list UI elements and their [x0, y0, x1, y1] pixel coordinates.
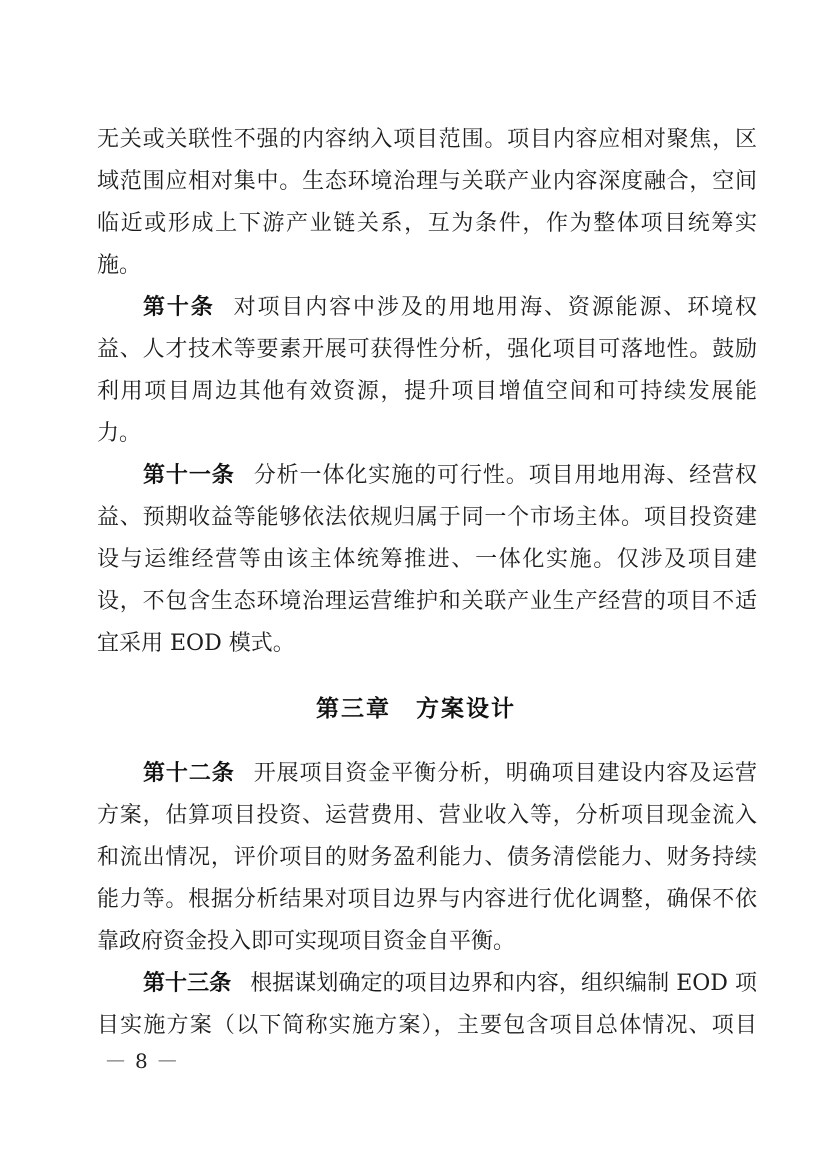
- document-body: [97, 119, 757, 1047]
- text-line: 第十条 对项目内容中涉及的用地用海、资源能源、环境权: [143, 295, 757, 320]
- text-line: 目实施方案（以下简称实施方案），主要包含项目总体情况、项目: [97, 1013, 757, 1038]
- chapter-heading: 第三章 方案设计: [316, 695, 516, 722]
- text-line: 益、预期收益等能够依法依规归属于同一个市场主体。项目投资建: [97, 505, 757, 530]
- text-line: 施。: [97, 253, 142, 278]
- text-line: 第十一条 分析一体化实施的可行性。项目用地用海、经营权: [143, 463, 757, 488]
- text-line: 无关或关联性不强的内容纳入项目范围。项目内容应相对聚焦，区: [97, 127, 757, 152]
- footer-dash-left: —: [106, 1049, 125, 1071]
- text-line: 力。: [97, 421, 142, 446]
- page-footer: [106, 1049, 177, 1073]
- page-number: 8: [135, 1049, 148, 1073]
- article-number-label: 第十三条: [143, 971, 232, 996]
- article-number-label: 第十一条: [143, 463, 235, 488]
- text-line: 第十三条 根据谋划确定的项目边界和内容，组织编制 EOD 项: [143, 971, 757, 996]
- text-line: 设与运维经营等由该主体统筹推进、一体化实施。仅涉及项目建: [97, 547, 757, 572]
- text-line: 方案，估算项目投资、运营费用、营业收入等，分析项目现金流入: [97, 803, 757, 828]
- text-line: 设，不包含生态环境治理运营维护和关联产业生产经营的项目不适: [97, 589, 757, 614]
- text-line: 利用项目周边其他有效资源，提升项目增值空间和可持续发展能: [97, 379, 757, 404]
- text-line: 和流出情况，评价项目的财务盈利能力、债务清偿能力、财务持续: [97, 845, 757, 870]
- article-number-label: 第十条: [143, 295, 215, 320]
- article-number-label: 第十二条: [143, 761, 235, 786]
- footer-dash-right: —: [157, 1049, 177, 1071]
- text-line: 临近或形成上下游产业链关系，互为条件，作为整体项目统筹实: [97, 211, 757, 236]
- text-line: 靠政府资金投入即可实现项目资金自平衡。: [97, 929, 516, 954]
- text-line: 能力等。根据分析结果对项目边界与内容进行优化调整，确保不依: [97, 887, 757, 912]
- text-line: 域范围应相对集中。生态环境治理与关联产业内容深度融合，空间: [97, 169, 757, 194]
- text-line: 第十二条 开展项目资金平衡分析，明确项目建设内容及运营: [143, 761, 757, 786]
- text-line: 益、人才技术等要素开展可获得性分析，强化项目可落地性。鼓励: [97, 337, 757, 362]
- text-line: 宜采用 EOD 模式。: [97, 631, 295, 656]
